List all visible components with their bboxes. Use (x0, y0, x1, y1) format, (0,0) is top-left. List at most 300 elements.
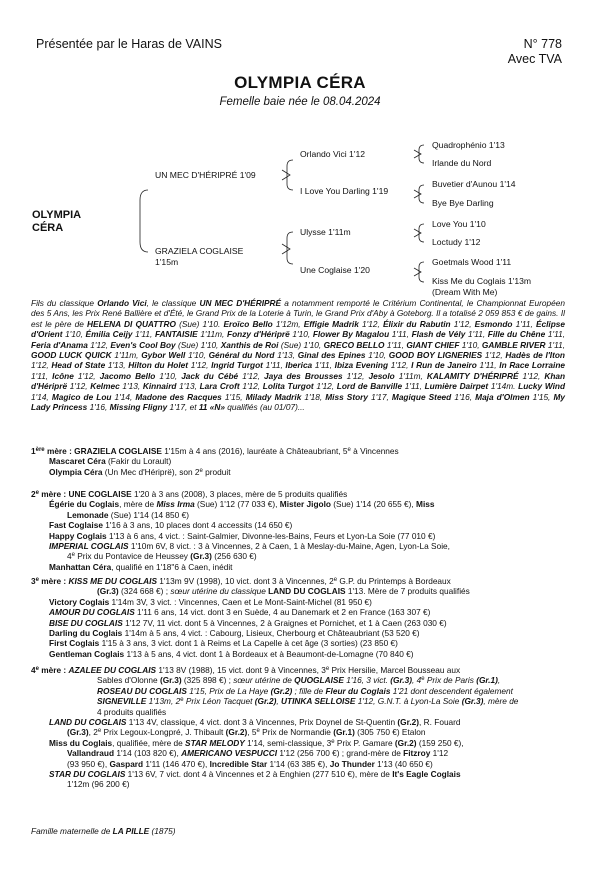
text-run: (Gr.2) (254, 696, 277, 707)
text-run: Lumière Dairpet (424, 381, 489, 392)
text-run: 1'11m, (197, 329, 228, 340)
text-run: 1'12, (87, 339, 111, 350)
text-run: KALAMITY D'HÉRIPRÉ (426, 370, 519, 381)
text-run: SIGNEVILLE (97, 696, 147, 707)
text-run: 1'11, (389, 329, 412, 340)
text-run: 1'13m, 2 (146, 696, 181, 707)
text-run: GOOD BOY LIGNERIES (388, 350, 483, 361)
text-run: 1'14 (63 385 €), (267, 758, 330, 769)
produce-line (31, 769, 571, 779)
page-subtitle: Femelle baie née le 08.04.2024 (219, 96, 381, 108)
text-run: Sables d'Olonne (97, 675, 160, 686)
text-run: 1'11, (465, 329, 488, 340)
text-run: I Run de Janeiro (411, 360, 477, 371)
text-run: 1'13. Mère de 7 produits qualifiés (345, 586, 470, 597)
text-run: 1'20 à 3 ans (2008), 3 places, mère de 5 produits qualifiés (131, 489, 348, 499)
produce-line (31, 607, 571, 617)
ggp-1: Quadrophénio 1'13 (432, 140, 505, 150)
text-run: Kelmec (90, 381, 120, 392)
text-run: (324 668 €) ; (118, 586, 171, 597)
dam-heading (31, 576, 571, 586)
horse-name (32, 209, 81, 235)
text-run: GAMBLE RIVER (481, 339, 546, 350)
text-run: Prix P. Gamare (334, 737, 395, 748)
text-run: HELENA DI QUATTRO (87, 318, 176, 329)
text-run: Esmondo (474, 318, 513, 329)
text-run: Ginal des Epines (297, 350, 366, 361)
text-run: 1'12m (96 200 €) (67, 779, 130, 790)
text-run: Éclipse d'Orient (31, 318, 566, 340)
text-run: e (35, 577, 39, 583)
text-run: 1'11, (512, 318, 536, 329)
text-run: STAR MELODY (185, 737, 245, 748)
text-run: 1'17, (368, 391, 392, 402)
text-run: Vallandraud (67, 748, 115, 759)
produce-line (31, 628, 571, 638)
text-run: 1'10m 6V, 8 vict. : 3 à Vincennes, 2 à Caen, 1 à Meslay-du-Maine, Agen, Lyon-La Soie, (128, 541, 450, 552)
text-run: Gaspard (109, 758, 144, 769)
text-run: Élixir du Rabutin (382, 318, 451, 329)
horse-name-line2: CÉRA (32, 222, 64, 234)
text-run: e (256, 728, 260, 735)
text-run: Miss du Coglais (49, 737, 113, 748)
ggp-4: Bye Bye Darling (432, 198, 494, 208)
produce-line (31, 618, 571, 628)
text-run: 1'12, G.N.T. à Lyon-La Soie (355, 696, 462, 707)
text-run: AZALEE DU COGLAIS (68, 665, 157, 675)
text-run: Magique Steed (391, 391, 452, 402)
text-run: Feria d'Anama (31, 339, 88, 350)
text-run: , (276, 696, 282, 707)
text-run: Mister Jigolo (279, 499, 331, 510)
produce-line (31, 717, 571, 727)
text-run: , 2 (88, 727, 98, 738)
produce-line (31, 467, 571, 477)
text-run: 1'15, (529, 391, 554, 402)
produce-line (31, 586, 571, 596)
text-run: 1'15, (221, 391, 246, 402)
text-run: e (180, 697, 184, 704)
text-run: a notamment remporté le Critérium Continental, le Championnat Européen des 5 Ans, les Prix René Ballière et d'Été, le Grand Prix de la Loterie à Turin, le Grand Prix d'Aby à Goteborg. Il a totalisé 2 059 853 € de gains. Il est le père de (31, 298, 565, 329)
text-run: (325 898 €) ; (181, 675, 234, 686)
text-run: , le classique (146, 298, 200, 308)
produce-line (31, 707, 571, 717)
text-run: (Sue) 1'14 (20 655 €), (330, 499, 417, 510)
text-run: 1'13m 9V (1998), 10 vict. dont 3 à Vincennes, 2 (157, 576, 334, 586)
text-run: Jack du Cébé (181, 370, 239, 381)
text-run: 1'14, (111, 391, 136, 402)
text-run: , (497, 675, 501, 686)
text-run: ; fille de (292, 685, 326, 696)
produce-line (31, 727, 571, 737)
text-run: , R. Fouard (419, 717, 461, 728)
text-run: AMERICANO VESPUCCI (181, 748, 278, 759)
text-run: 1'18, (301, 391, 326, 402)
text-run: 1'10, (62, 329, 86, 340)
text-run: Fils du classique (31, 298, 98, 308)
text-run: Victory Coglais (49, 596, 110, 607)
text-run: , mère de (483, 696, 519, 707)
text-run: 1'15, Prix de La Haye (186, 685, 271, 696)
text-run: 1'11, (476, 360, 500, 371)
dam-section-2 (31, 489, 571, 572)
text-run: In Race Lorraine (499, 360, 566, 371)
text-run: 1'21 dont descendent également (390, 685, 513, 696)
text-run: 1'16, (87, 402, 110, 413)
text-run: 1'15 à 3 ans, 3 vict. dont 1 à Reims et La Capelle à cet âge (3 sorties) (23 850 €) (99, 638, 398, 649)
text-run: e (333, 577, 338, 583)
text-run: LAND DU COGLAIS (49, 717, 127, 728)
text-run: e (325, 666, 330, 672)
text-run: Prix Legoux-Longpré, J. Thibault (101, 727, 226, 738)
text-run: 1'12, (358, 318, 383, 329)
text-run: 1'11, (31, 370, 53, 381)
text-run: (Gr.2) (225, 727, 248, 738)
text-run: mère : (38, 576, 69, 586)
text-run: Manhattan Céra (49, 561, 112, 572)
text-run: 11 «N» (198, 402, 225, 413)
ggp-2: Irlande du Nord (432, 158, 492, 168)
text-run: 1'14 (103 820 €), (114, 748, 182, 759)
text-run: 1 (31, 446, 36, 456)
sire-description (31, 298, 565, 412)
text-run: Fonzy d'Hériprë (227, 329, 290, 340)
text-run: 1'12, (239, 381, 263, 392)
text-run: (256 630 €) (211, 551, 257, 562)
text-run: 1'12, (313, 381, 337, 392)
text-run: (Sue) 1'12 (77 033 €), (194, 499, 280, 510)
dam-section-4 (31, 665, 571, 790)
text-run: , mère de (119, 499, 157, 510)
text-run: 1'13 4V, classique, 4 vict. dont 3 à Vincennes, Prix Doynel de St-Quentin (126, 717, 398, 728)
dam-section-3 (31, 576, 571, 659)
produce-line (31, 696, 571, 706)
ggp-3: Buvetier d'Aunou 1'14 (432, 179, 516, 189)
text-run: Lucky Wind (518, 381, 566, 392)
produce-line (31, 759, 571, 769)
text-run: 1'10, (185, 350, 209, 361)
text-run: 4 produits qualifiés (97, 706, 167, 717)
text-run: e (199, 467, 203, 474)
text-run: 1'17, et (167, 402, 199, 413)
text-run: Lara Croft (199, 381, 240, 392)
text-run: Kinnaird (142, 381, 177, 392)
text-run: Orlando Vici (97, 298, 147, 308)
text-run: qualifiés (au 01/07)... (224, 402, 305, 413)
text-run: 1'11, (384, 339, 407, 350)
dam-name (155, 246, 243, 268)
text-run: LAND DU COGLAIS (268, 586, 346, 597)
text-run: 1'12, (67, 381, 91, 392)
text-run: 1'13, (176, 381, 200, 392)
produce-line (31, 686, 571, 696)
text-run: Icône (52, 370, 74, 381)
text-run: 1'15m à 4 ans (2016), lauréate à Châteaubriant, 5 (161, 446, 348, 456)
text-run: (305 750 €) Etalon (354, 727, 426, 738)
text-run: Prix du Pontavice de Heussey (74, 551, 191, 562)
page-title: OLYMPIA CÉRA (234, 73, 366, 92)
text-run: e (347, 447, 351, 453)
text-run: (Un Mec d'Hériprë), son 2 (102, 466, 200, 477)
text-run: 1'12 (430, 748, 449, 759)
text-run: 1'10, (459, 339, 482, 350)
text-run: (Gr.2) (270, 685, 293, 696)
text-run: BISE DU COGLAIS (49, 617, 123, 628)
text-run: 1'13 8V (1988), 15 vict. dont 9 à Vincennes, 3 (156, 665, 326, 675)
ggp-8 (432, 276, 531, 298)
text-run: 1'11 6 ans, 14 vict. dont 3 en Suède, 4 au Danemark et 2 en France (163 307 €) (134, 607, 431, 618)
text-run: 1'12, (482, 350, 506, 361)
text-run: UTINKA SELLOISE (281, 696, 356, 707)
text-run: 4 (67, 551, 72, 562)
dam-section-1 (31, 446, 571, 477)
text-run: ROSEAU DU COGLAIS (97, 685, 187, 696)
text-run: UN MEC D'HÉRIPRÉ (199, 298, 282, 308)
text-run: Prix Hersilie, Marcel Bousseau aux (329, 665, 461, 675)
text-run: 1'12, (31, 360, 52, 371)
text-run: AMOUR DU COGLAIS (49, 607, 135, 618)
text-run: Émilia Ceijy (85, 329, 133, 340)
text-run: GOOD LUCK QUICK (31, 350, 112, 361)
text-run: , 4 (411, 675, 422, 686)
produce-line (31, 649, 571, 659)
text-run: (Gr.2) (394, 737, 417, 748)
text-run: e (35, 490, 39, 496)
text-run: 1'11, (402, 381, 425, 392)
produce-line (31, 675, 571, 685)
produce-line (31, 562, 571, 572)
produce-line (31, 748, 571, 758)
text-run: Jesolo (368, 370, 395, 381)
text-run: Happy Coglais (49, 530, 107, 541)
text-run: GIANT CHIEF (406, 339, 460, 350)
text-run: GRAZIELA COGLAISE (74, 446, 162, 456)
text-run: Flower By Magalou (312, 329, 390, 340)
ggp-8-sire: (Dream With Me) (432, 287, 498, 297)
sire-dam: I Love You Darling 1'19 (300, 186, 389, 196)
text-run: Madone des Racques (135, 391, 222, 402)
text-run: Maja d'Olmen (475, 391, 530, 402)
text-run: (1875) (149, 826, 176, 836)
text-run: mère : (38, 665, 69, 675)
text-run: (Fakir du Lorault) (105, 456, 172, 467)
produce-line (31, 597, 571, 607)
produce-line (31, 456, 571, 466)
text-run: LA PILLE (112, 826, 150, 836)
text-run: Olympia Céra (49, 466, 103, 477)
text-run: e (97, 728, 102, 735)
produce-line (31, 541, 571, 551)
text-run: UNE COGLAISE (68, 489, 132, 499)
text-run: 1'12m, (272, 318, 304, 329)
text-run: 1'10, (289, 329, 313, 340)
text-run: 1'11m, (111, 350, 142, 361)
text-run: (Gr.3) (97, 586, 119, 597)
text-run: 1'13, (105, 360, 129, 371)
text-run: KISS ME DU COGLAIS (68, 576, 157, 586)
text-run: 1'13 6V, 7 vict. dont 4 à Vincennes et 2 à Enghien (277 510 €), mère de (125, 769, 393, 780)
produce-line (31, 510, 571, 520)
text-run: Fast Coglaise (49, 520, 103, 531)
text-run: QUOGLAISE (294, 675, 344, 686)
dam-heading (31, 489, 571, 499)
text-run: Famille maternelle de (31, 826, 113, 836)
sire-name: UN MEC D'HÉRIPRÉ 1'09 (155, 170, 256, 180)
text-run: Fleur du Coglais (325, 685, 391, 696)
text-run: 1'14, (31, 391, 52, 402)
text-run: Prix de Normandie (259, 727, 334, 738)
text-run: 1'12, (342, 370, 369, 381)
text-run: 1'11 (146 470 €), (143, 758, 210, 769)
text-run: 1'10, (155, 370, 182, 381)
produce-line (31, 499, 571, 509)
text-run: Gentleman Coglais (49, 648, 125, 659)
produce-line (31, 520, 571, 530)
sire-sire: Orlando Vici 1'12 (300, 149, 366, 159)
text-run: Miss Story (325, 391, 368, 402)
text-run: Gybor Well (141, 350, 186, 361)
text-run: Jacomo Bello (99, 370, 156, 381)
text-run: sœur utérine du classique (170, 586, 269, 597)
produce-line (31, 638, 571, 648)
ggp-8-name: Kiss Me du Coglais 1'13m (432, 276, 532, 286)
horse-name-line1: OLYMPIA (32, 209, 82, 221)
text-run: 1'16, (451, 391, 476, 402)
text-run: (Gr.2) (397, 717, 420, 728)
text-run: 1'14, semi-classique, 3 (244, 737, 332, 748)
ggp-6: Loctudy 1'12 (432, 237, 481, 247)
text-run: STAR DU COGLAIS (49, 769, 126, 780)
ggp-7: Goetmals Wood 1'11 (432, 257, 512, 267)
produce-line (31, 551, 571, 561)
text-run: 1'11, (262, 360, 286, 371)
text-run: 1'14m à 5 ans, 4 vict. : Cabourg, Lisieux, Cherbourg et Châteaubriant (53 520 €) (122, 628, 420, 639)
text-run: 3 (31, 576, 36, 586)
text-run: Miss (416, 499, 435, 510)
text-run: 1'13, (274, 350, 298, 361)
text-run: 1'12 (256 700 €) ; grand-mère de (277, 748, 404, 759)
text-run: Jo Thunder (329, 758, 375, 769)
dam-name-line1: GRAZIELA COGLAISE (155, 246, 244, 256)
text-run: Lemonade (67, 509, 109, 520)
text-run: à Vincennes (350, 446, 399, 456)
text-run: 1'11, (132, 329, 155, 340)
text-run: 2 (31, 489, 36, 499)
text-run: FANTAISIE (154, 329, 198, 340)
text-run: 1'13 à 5 ans, 4 vict. dont 1 à Bordeaux et à Beaumont-de-Lomagne (70 840 €) (124, 648, 414, 659)
text-run: (Gr.3) (190, 551, 212, 562)
dam-name-line2: 1'15m (155, 257, 179, 267)
lot-number: N° 778 (523, 37, 562, 51)
text-run: Iberica (285, 360, 313, 371)
dam-sire: Ulysse 1'11m (300, 227, 351, 237)
text-run: (Sue) 1'14 (14 850 €) (108, 509, 189, 520)
text-run: Jaya des Brousses (263, 370, 343, 381)
produce-line (31, 738, 571, 748)
text-run: 1'12, (73, 370, 100, 381)
text-run: 1'16 à 3 ans, 10 places dont 4 accessits (14 650 €) (102, 520, 293, 531)
text-run: (Gr.3) (159, 675, 182, 686)
text-run: (Gr.1) (476, 675, 498, 686)
text-run: My Lady Princess (31, 391, 565, 413)
produce-line (31, 779, 571, 789)
text-run: 1'14m 3V, 3 vict. : Vincennes, Caen et Le Mont-Saint-Michel (81 950 €) (109, 596, 372, 607)
text-run: 1'11, (545, 339, 566, 350)
text-run: (Sue) 1'10. (175, 318, 224, 329)
text-run: 1'12 7V, 11 vict. dont 5 à Vincennes, 2 à Graignes et Pornichet, et 1 à Caen (263 030 €) (122, 617, 447, 628)
text-run: (159 250 €), (416, 737, 464, 748)
text-run: 1'12, (518, 370, 545, 381)
text-run: 1'12, (238, 370, 264, 381)
text-run: 1'10, (365, 350, 389, 361)
text-run: 1'16, 3 vict. (343, 675, 391, 686)
text-run: Prix Léon Tacquet (183, 696, 255, 707)
text-run: Incredible Star (209, 758, 268, 769)
text-run: Eroïco Bello (223, 318, 273, 329)
text-run: Magico de Lou (51, 391, 112, 402)
text-run: Milady Madrik (245, 391, 302, 402)
text-run: 1'11, (545, 329, 565, 340)
text-run: (Sue) 1'10, (278, 339, 324, 350)
text-run: Ingrid Turgot (211, 360, 263, 371)
text-run: It's Eagle Coglais (392, 769, 461, 780)
produce-line (31, 531, 571, 541)
text-run: 1'11, (312, 360, 335, 371)
text-run: (Gr.3) (461, 696, 484, 707)
text-run: Lord de Banville (336, 381, 403, 392)
text-run: Ibiza Evening (334, 360, 389, 371)
dam-heading (31, 665, 571, 675)
text-run: 1'14m. (488, 381, 519, 392)
tva-label: Avec TVA (507, 52, 562, 66)
maternal-family (31, 826, 176, 836)
text-run: mère : (38, 489, 69, 499)
text-run: Even's Cool Boy (110, 339, 176, 350)
text-run: e (71, 552, 75, 559)
text-run: Fille du Chêne (487, 329, 546, 340)
text-run: 1'13, (119, 381, 143, 392)
text-run: (Gr.3) (67, 727, 89, 738)
text-run: 1'11m, (394, 370, 427, 381)
text-run: Miss Irma (156, 499, 195, 510)
text-run: Mascaret Céra (49, 456, 106, 467)
text-run: , qualifiée, mère de (112, 737, 186, 748)
text-run: Lolita Turgot (262, 381, 314, 392)
text-run: (Sue) 1'10, (175, 339, 221, 350)
text-run: First Coglais (49, 638, 100, 649)
text-run: Hilton du Holet (128, 360, 189, 371)
text-run: 4 (31, 665, 36, 675)
text-run: 1'13 à 6 ans, 4 vict. : Saint-Galmier, Divonne-les-Bains, Feurs et Lyon-La Soie (77 010 €) (106, 530, 436, 541)
text-run: Général du Nord (208, 350, 275, 361)
text-run: (Gr.3) (390, 675, 412, 686)
text-run: Hadès de l'Iton (505, 350, 566, 361)
text-run: , 5 (247, 727, 257, 738)
text-run: e (331, 738, 335, 745)
text-run: Flash de Vély (411, 329, 466, 340)
text-run: 1'12, (450, 318, 475, 329)
text-run: Xanthis de Roi (220, 339, 279, 350)
text-run: IMPERIAL COGLAIS (49, 541, 129, 552)
text-run: Effigie Madrik (303, 318, 359, 329)
text-run: mère : (44, 446, 75, 456)
text-run: G.P. du Printemps à Bordeaux (337, 576, 451, 586)
text-run: Missing Fligny (109, 402, 168, 413)
text-run: produit (202, 466, 231, 477)
text-run: Khan d'Hériprë (31, 370, 566, 392)
text-run: Égérie du Coglais (49, 499, 120, 510)
text-run: , qualifié en 1'18"6 à Caen, inédit (111, 561, 233, 572)
